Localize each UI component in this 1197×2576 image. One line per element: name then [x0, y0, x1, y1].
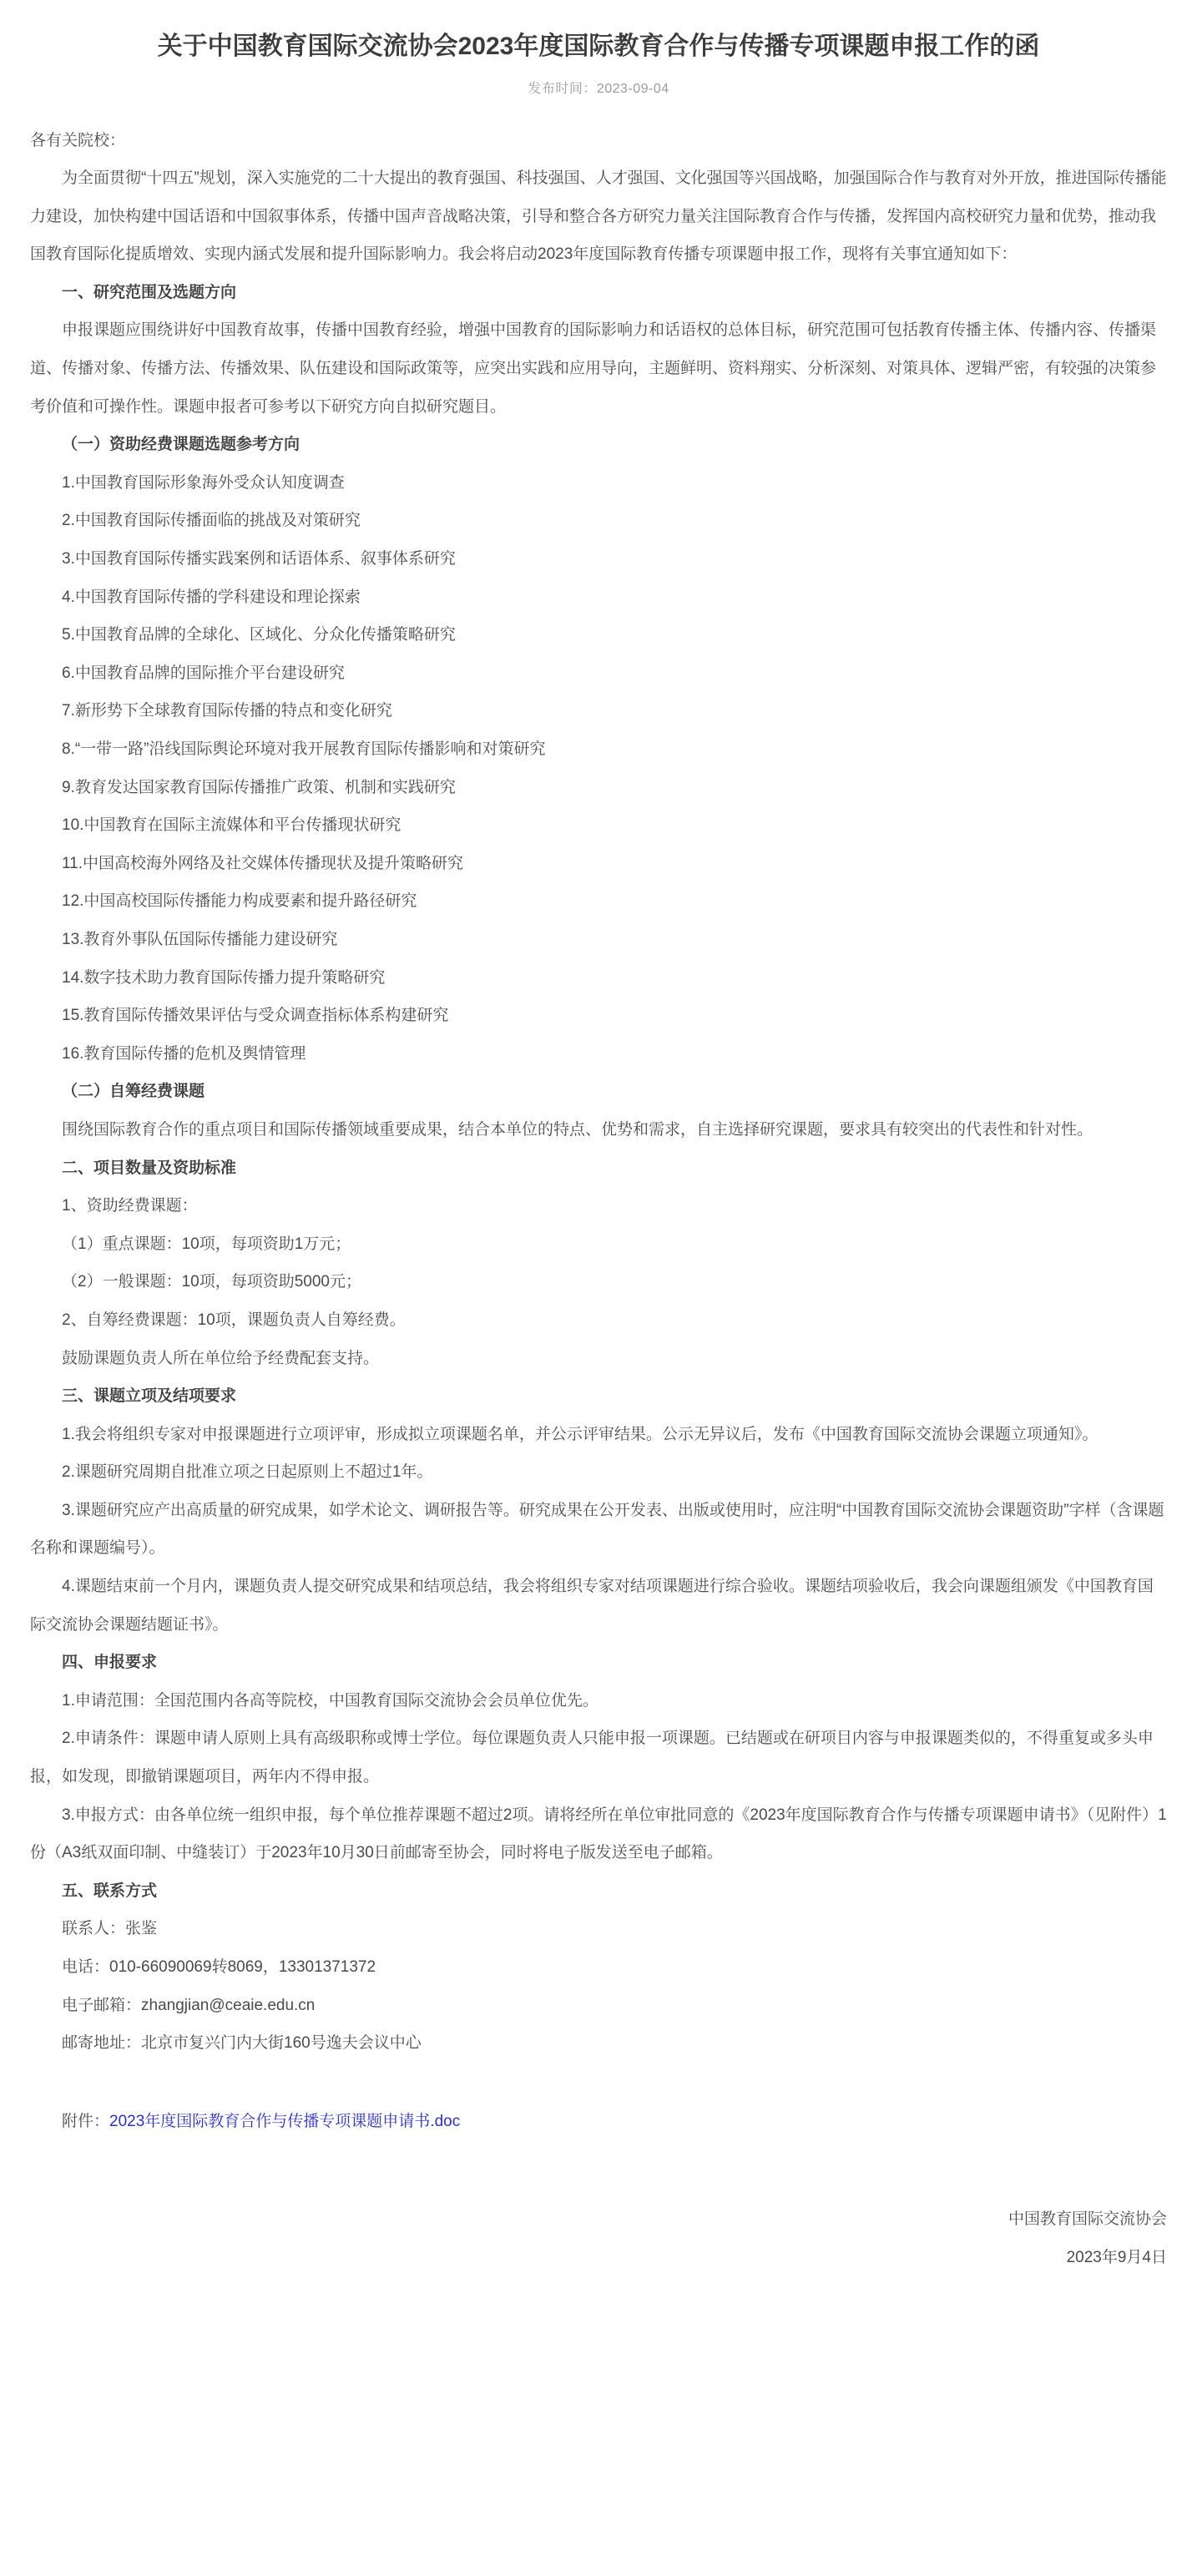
paragraph: 3.中国教育国际传播实践案例和话语体系、叙事体系研究 — [62, 550, 456, 568]
paragraph: 鼓励课题负责人所在单位给予经费配套支持。 — [62, 1349, 380, 1367]
paragraph: 3.申报方式：由各单位统一组织申报，每个单位推荐课题不超过2项。请将经所在单位审批同意的《2023年度国际教育合作与传播专项课题申请书》（见附件）1份（A3纸双面印制、中缝装订）于2023年10月30日前邮寄至协会，同时将电子版发送至电子邮箱。 — [30, 1806, 1167, 1862]
paragraph: 4.中国教育国际传播的学科建设和理论探索 — [62, 588, 361, 606]
section-heading: 三、课题立项及结项要求 — [62, 1387, 237, 1406]
paragraph: 邮寄地址：北京市复兴门内大街160号逸夫会议中心 — [62, 2034, 422, 2053]
paragraph: 6.中国教育品牌的国际推介平台建设研究 — [62, 664, 345, 682]
paragraph: 10.中国教育在国际主流媒体和平台传播现状研究 — [62, 816, 402, 835]
paragraph: 电子邮箱：zhangjian@ceaie.edu.cn — [62, 1996, 316, 2014]
paragraph: 15.教育国际传播效果评估与受众调查指标体系构建研究 — [62, 1007, 449, 1025]
paragraph: 联系人：张鉴 — [62, 1920, 158, 1938]
paragraph: 2、自筹经费课题：10项，课题负责人自筹经费。 — [62, 1311, 406, 1329]
paragraph: 申报课题应围绕讲好中国教育故事，传播中国教育经验，增强中国教育的国际影响力和话语权的总体目标，研究范围可包括教育传播主体、传播内容、传播渠道、传播对象、传播方法、传播效果、队伍建设和国际政策等，应突出实践和应用导向，主题鲜明、资料翔实、分析深刻、对策具体、逻辑严密，有较强的决策参考价值和可操作性。课题申报者可参考以下研究方向自拟研究题目。 — [30, 321, 1157, 416]
paragraph: 16.教育国际传播的危机及舆情管理 — [62, 1044, 306, 1063]
signature-date: 2023年9月4日 — [1066, 2248, 1167, 2266]
signature-org: 中国教育国际交流协会 — [1008, 2210, 1167, 2229]
paragraph: 11.中国高校海外网络及社交媒体传播现状及提升策略研究 — [62, 854, 464, 872]
paragraph: 4.课题结束前一个月内，课题负责人提交研究成果和结项总结，我会将组织专家对结项课题进行综合验收。课题结项验收后，我会向课题组颁发《中国教育国际交流协会课题结题证书》。 — [30, 1578, 1154, 1634]
paragraph: 12.中国高校国际传播能力构成要素和提升路径研究 — [62, 892, 417, 911]
paragraph: 2.课题研究周期自批准立项之日起原则上不超过1年。 — [62, 1463, 433, 1482]
section-heading: （二）自筹经费课题 — [62, 1083, 205, 1101]
paragraph: 5.中国教育品牌的全球化、区域化、分众化传播策略研究 — [62, 626, 456, 644]
paragraph: 围绕国际教育合作的重点项目和国际传播领域重要成果，结合本单位的特点、优势和需求，自主选择研究课题，要求具有较突出的代表性和针对性。 — [62, 1120, 1093, 1139]
section-heading: 五、联系方式 — [62, 1881, 158, 1900]
section-heading: （一）资助经费课题选题参考方向 — [62, 436, 301, 454]
paragraph: （2）一般课题：10项，每项资助5000元； — [62, 1273, 361, 1291]
paragraph: 3.课题研究应产出高质量的研究成果，如学术论文、调研报告等。研究成果在公开发表、出版或使用时，应注明“中国教育国际交流协会课题资助”字样（含课题名称和课题编号）。 — [30, 1501, 1164, 1558]
publish-date-value: 2023-09-04 — [596, 81, 669, 96]
paragraph: 1.申请范围：全国范围内各高等院校，中国教育国际交流协会会员单位优先。 — [62, 1691, 598, 1710]
paragraph: （1）重点课题：10项，每项资助1万元； — [62, 1235, 351, 1253]
paragraph: 7.新形势下全球教育国际传播的特点和变化研究 — [62, 702, 392, 720]
salutation: 各有关院校： — [30, 131, 126, 149]
paragraph: 13.教育外事队伍国际传播能力建设研究 — [62, 930, 338, 948]
attachment-link[interactable]: 2023年度国际教育合作与传播专项课题申请书.doc — [109, 2112, 461, 2130]
paragraph: 2.中国教育国际传播面临的挑战及对策研究 — [62, 512, 361, 530]
paragraph: 9.教育发达国家教育国际传播推广政策、机制和实践研究 — [62, 778, 456, 796]
publish-date-label: 发布时间： — [528, 81, 597, 96]
section-heading: 二、项目数量及资助标准 — [62, 1159, 237, 1177]
paragraph: 1.我会将组织专家对申报课题进行立项评审，形成拟立项课题名单，并公示评审结果。公示无异议后，发布《中国教育国际交流协会课题立项通知》。 — [62, 1425, 1099, 1443]
paragraph: 2.申请条件：课题申请人原则上具有高级职称或博士学位。每位课题负责人只能申报一项课题。已结题或在研项目内容与申报课题类似的，不得重复或多头申报，如发现，即撤销课题项目，两年内不得申报。 — [30, 1730, 1154, 1786]
section-heading: 一、研究范围及选题方向 — [62, 283, 237, 301]
paragraph: 14.数字技术助力教育国际传播力提升策略研究 — [62, 968, 386, 987]
paragraph: 电话：010-66090069转8069，13301371372 — [62, 1958, 376, 1976]
publish-date-line — [30, 78, 1167, 97]
paragraph-list — [30, 159, 1167, 2063]
paragraph: 为全面贯彻“十四五”规划，深入实施党的二十大提出的教育强国、科技强国、人才强国、文化强国等兴国战略，加强国际合作与教育对外开放，推进国际传播能力建设，加快构建中国话语和中国叙事体系，传播中国声音战略决策，引导和整合各方研究力量关注国际教育合作与传播，发挥国内高校研究力量和优势，推动我国教育国际化提质增效、实现内涵式发展和提升国际影响力。我会将启动2023年度国际教育传播专项课题申报工作，现将有关事宜通知如下： — [30, 169, 1167, 264]
paragraph: 8.“一带一路”沿线国际舆论环境对我开展教育国际传播影响和对策研究 — [62, 740, 546, 758]
notice-content — [30, 122, 1167, 2277]
attachment-line — [30, 2103, 1167, 2141]
page-title: 关于中国教育国际交流协会2023年度国际教育合作与传播专项课题申报工作的函 — [157, 33, 1040, 60]
paragraph: 1.中国教育国际形象海外受众认知度调查 — [62, 473, 345, 492]
paragraph: 1、资助经费课题： — [62, 1197, 198, 1215]
attachment-label: 附件： — [62, 2112, 110, 2130]
section-heading: 四、申报要求 — [62, 1654, 158, 1672]
